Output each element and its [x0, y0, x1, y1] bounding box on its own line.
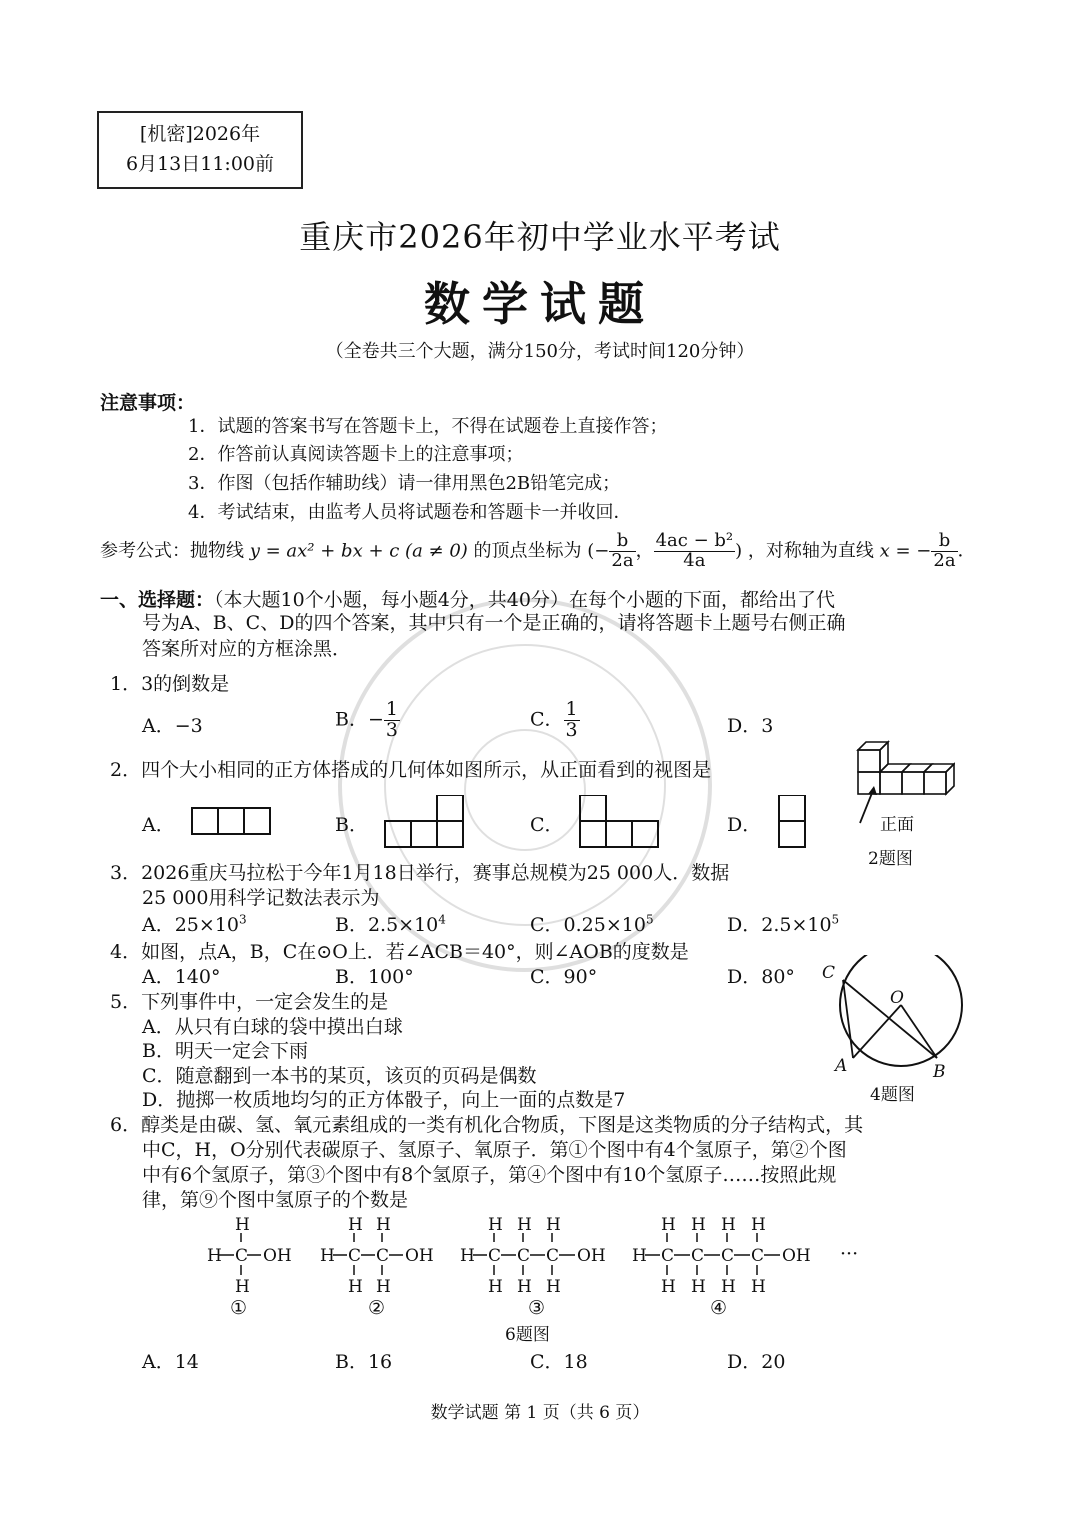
q4-stem: 4．如图，点A，B，C在⊙O上．若∠ACB＝40°，则∠AOB的度数是	[110, 941, 689, 963]
q4-option-c: C．90°	[530, 966, 598, 988]
svg-text:OH: OH	[782, 1246, 811, 1266]
q6-option-c: C．18	[530, 1351, 588, 1373]
svg-text:C: C	[376, 1246, 390, 1266]
q4-option-a: A．140°	[142, 966, 221, 988]
q1-option-d: D．3	[727, 715, 774, 737]
vertex-y-fraction: $\frac{\text{4ac − b²}}{4a}$	[655, 530, 734, 571]
molecule-2	[320, 1215, 434, 1297]
page-footer: 数学试题 第 1 页（共 6 页）	[430, 1403, 650, 1423]
confidential-box	[97, 111, 303, 189]
svg-text:H: H	[661, 1215, 676, 1235]
formula-mid1: 的顶点坐标为	[473, 540, 582, 562]
q2-front-label: 正面	[880, 815, 914, 835]
subject-title: 数学试题	[424, 277, 656, 331]
q6-label-3: ③	[528, 1297, 546, 1319]
confidential-line2: 6月13日11:00前	[125, 153, 275, 175]
svg-text:H: H	[348, 1215, 363, 1235]
molecule-1	[207, 1215, 292, 1297]
q2-view-a	[190, 805, 275, 837]
q6-line2: 中C，H，O分别代表碳原子、氢原子、氧原子．第①个图中有4个氢原子，第②个图	[142, 1139, 847, 1161]
q6-label-4: ④	[710, 1297, 728, 1319]
axis-fraction: $\frac{b}{2a}$	[933, 530, 956, 571]
axis-lhs: x = −	[879, 540, 932, 562]
svg-text:C: C	[517, 1246, 531, 1266]
svg-text:C: C	[721, 1246, 735, 1266]
q3-line1: 3．2026重庆马拉松于今年1月18日举行，赛事总规模为25 000人．数据	[110, 862, 730, 884]
svg-text:H: H	[488, 1277, 503, 1297]
notice-item: 1．试题的答案书写在答题卡上，不得在试题卷上直接作答；	[188, 416, 668, 437]
q1-option-b: B．− $\frac{1}{3}$	[335, 698, 398, 741]
svg-text:H: H	[721, 1215, 736, 1235]
q6-option-a: A．14	[142, 1351, 199, 1373]
svg-text:H: H	[517, 1277, 532, 1297]
q6-option-b: B．16	[335, 1351, 393, 1373]
q6-label-2: ②	[368, 1297, 386, 1319]
q6-molecule-figure	[195, 1210, 875, 1300]
q5-option-a: A．从只有白球的袋中摸出白球	[142, 1016, 403, 1038]
section1-line2: 号为A、B、C、D的四个答案，其中只有一个是正确的，请将答题卡上题号右侧正确	[142, 612, 846, 634]
svg-text:C: C	[691, 1246, 705, 1266]
svg-text:C: C	[235, 1246, 249, 1266]
svg-text:C: C	[661, 1246, 675, 1266]
q2-view-b	[383, 795, 468, 850]
q4-option-b: B．100°	[335, 966, 414, 988]
q4-point-o: O	[890, 988, 904, 1008]
q6-figure-caption: 6题图	[505, 1325, 550, 1345]
svg-text:H: H	[235, 1215, 250, 1235]
q6-line1: 6．醇类是由碳、氢、氧元素组成的一类有机化合物质，下图是这类物质的分子结构式，其	[110, 1114, 864, 1136]
q2-view-d	[776, 795, 811, 850]
exam-title: 重庆市2026年初中学业水平考试	[299, 218, 781, 256]
q5-option-b: B．明天一定会下雨	[142, 1040, 308, 1062]
svg-text:C: C	[751, 1246, 765, 1266]
q2-stem: 2．四个大小相同的正方体搭成的几何体如图所示，从正面看到的视图是	[110, 759, 712, 781]
svg-text:H: H	[546, 1215, 561, 1235]
exam-subtitle: （全卷共三个大题，满分150分，考试时间120分钟）	[325, 341, 755, 362]
q2-option-c: C．	[530, 814, 564, 836]
section1-line1: 一、选择题：（本大题10个小题，每小题4分，共40分）在每个小题的下面，都给出了代	[100, 589, 835, 611]
svg-text:C: C	[348, 1246, 362, 1266]
svg-text:H: H	[751, 1277, 766, 1297]
q4-point-b: B	[933, 1062, 946, 1082]
formula-prefix: 参考公式：抛物线	[100, 540, 244, 562]
svg-text:C: C	[488, 1246, 502, 1266]
q4-option-d: D．80°	[727, 966, 795, 988]
formula-mid2: ，对称轴为直线	[747, 540, 874, 562]
svg-text:H: H	[691, 1277, 706, 1297]
svg-text:H: H	[721, 1277, 736, 1297]
q2-option-d: D．	[727, 814, 762, 836]
q2-option-b: B．	[335, 814, 368, 836]
svg-text:H: H	[751, 1215, 766, 1235]
q5-option-c: C．随意翻到一本书的某页，该页的页码是偶数	[142, 1065, 537, 1087]
reference-formula: 参考公式：抛物线 y = ax² + bx + c (a ≠ 0) 的顶点坐标为 (− $\frac{b}{2a}$ ， $\frac{\text{4ac − b²}}{4a}$ ) ，对称轴为直线 x = − $\frac{b}{2a}$ ．	[100, 530, 976, 571]
svg-text:C: C	[546, 1246, 560, 1266]
q3-option-c: C．$0.25\times 10^5$	[530, 912, 654, 936]
svg-text:H: H	[207, 1246, 222, 1266]
svg-text:H: H	[517, 1215, 532, 1235]
notice-heading: 注意事项：	[100, 392, 196, 414]
q1-option-a: A．−3	[142, 715, 203, 737]
notice-item: 2．作答前认真阅读答题卡上的注意事项；	[188, 444, 524, 465]
q4-point-a: A	[835, 1056, 848, 1076]
svg-text:OH: OH	[405, 1246, 434, 1266]
q1-option-c: C． $\frac{1}{3}$	[530, 698, 578, 741]
svg-text:H: H	[632, 1246, 647, 1266]
confidential-line1: [机密]2026年	[139, 123, 261, 145]
molecule-4	[632, 1215, 811, 1297]
q4-point-c: C	[822, 963, 836, 983]
formula-expr: y = ax² + bx + c (a ≠ 0)	[249, 540, 468, 562]
svg-text:H: H	[348, 1277, 363, 1297]
q3-option-b: B．$2.5\times 10^4$	[335, 912, 446, 936]
q6-line4: 律，第⑨个图中氢原子的个数是	[142, 1189, 409, 1211]
q3-line2: 25 000用科学记数法表示为	[142, 887, 380, 909]
svg-text:H: H	[661, 1277, 676, 1297]
svg-text:H: H	[376, 1277, 391, 1297]
svg-text:H: H	[235, 1277, 250, 1297]
q6-ellipsis: ···	[840, 1243, 859, 1265]
svg-text:OH: OH	[263, 1246, 292, 1266]
q6-option-d: D．20	[727, 1351, 786, 1373]
q2-option-a: A．	[142, 814, 175, 836]
vertex-x-fraction: $\frac{b}{2a}$	[611, 530, 634, 571]
svg-text:H: H	[488, 1215, 503, 1235]
q6-label-1: ①	[230, 1297, 248, 1319]
q3-option-d: D．$2.5\times 10^5$	[727, 912, 840, 936]
molecule-3	[460, 1215, 606, 1297]
q2-figure-caption: 2题图	[868, 849, 913, 869]
q4-figure-caption: 4题图	[870, 1085, 915, 1105]
q1-stem: 1．3的倒数是	[110, 673, 230, 695]
notice-item: 4．考试结束，由监考人员将试题卷和答题卡一并收回．	[188, 502, 632, 523]
svg-text:H: H	[320, 1246, 335, 1266]
q2-view-c	[578, 795, 663, 850]
section1-line3: 答案所对应的方框涂黑．	[142, 638, 352, 660]
svg-text:OH: OH	[577, 1246, 606, 1266]
svg-text:H: H	[376, 1215, 391, 1235]
q5-stem: 5．下列事件中，一定会发生的是	[110, 991, 389, 1013]
svg-text:H: H	[460, 1246, 475, 1266]
svg-text:H: H	[546, 1277, 561, 1297]
q3-option-a: A．$25\times 10^3$	[142, 912, 247, 936]
svg-text:H: H	[691, 1215, 706, 1235]
q6-line3: 中有6个氢原子，第③个图中有8个氢原子，第④个图中有10个氢原子……按照此规	[142, 1164, 837, 1186]
q5-option-d: D．抛掷一枚质地均匀的正方体骰子，向上一面的点数是7	[142, 1089, 626, 1111]
notice-item: 3．作图（包括作辅助线）请一律用黑色2B铅笔完成；	[188, 473, 621, 494]
